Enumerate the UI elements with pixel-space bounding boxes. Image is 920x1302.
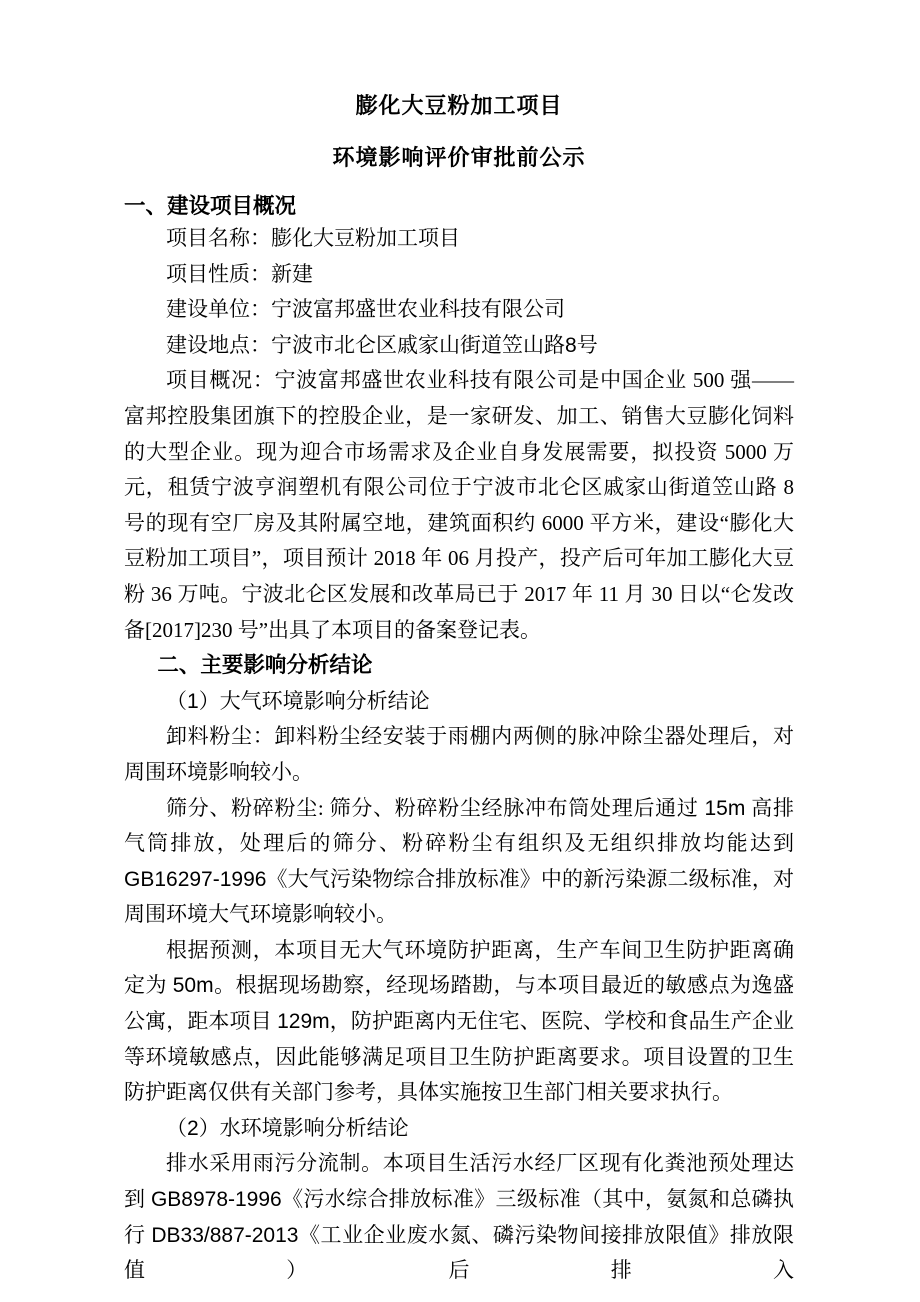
- text-run: 一、建设项目概况: [124, 194, 297, 218]
- text-run: 排水采用雨污分流制。本项目生活污水经厂区现有化粪池预处理达到: [124, 1151, 794, 1212]
- text-run: ）大气环境影响分析结论: [198, 688, 430, 713]
- text-run: 1: [187, 689, 199, 713]
- paragraph: [124, 221, 794, 257]
- paragraph: [124, 363, 794, 648]
- paragraph: [124, 791, 794, 933]
- text-run: 根据预测，本项目无大气环境防护距离，生产车间卫生防护距离确定为: [124, 937, 794, 998]
- text-run: （: [166, 688, 187, 713]
- paragraph: [124, 719, 794, 790]
- text-run: 高排气筒排放，处理后的筛分、粉碎粉尘有组织及无组织排放均能达到: [124, 795, 794, 856]
- text-run: 《大气污染物综合排放标准》中的新污染源二级标准，对周围环境大气环境影响较小。: [124, 866, 794, 927]
- text-run: 项目概况：宁波富邦盛世农业科技有限公司是中国企业 500 强——富邦控股集团旗下的控股企业，是一家研发、加工、销售大豆膨化饲料的大型企业。现为迎合市场需求及企业自身发展需要，拟投资 5000 万元，租赁宁波亨润塑机有限公司位于宁波市北仑区戚家山街道笠山路 8 号的现有空厂房及其附属空地，建筑面积约 6000 平方米，建设“膨化大豆粉加工项目”，项目预计 2018 年 06 月投产，投产后可年加工膨化大豆粉 36 万吨。宁波北仑区发展和改革局已于 2017 年 11 月 30 日以“仑发改备[2017]230 号”出具了本项目的备案登记表。: [124, 368, 794, 642]
- paragraph: [124, 328, 794, 364]
- paragraph: [124, 257, 794, 293]
- text-run: GB8978-1996: [150, 1188, 282, 1212]
- text-run: 50m: [172, 974, 214, 998]
- paragraph: [124, 1146, 794, 1288]
- text-run: 《工业企业废水氮、磷污染物间接排放限值》排放限值）后排入: [124, 1222, 795, 1283]
- text-run: 《污水综合排放标准》三级标准（其中，氨氮和总磷执行: [124, 1187, 795, 1247]
- text-run: 号: [576, 332, 598, 357]
- text-run: 8: [565, 333, 577, 357]
- document-subtitle: 环境影响评价审批前公示: [332, 145, 586, 170]
- text-run: ）水环境影响分析结论: [198, 1115, 409, 1140]
- document-body: [124, 191, 794, 1289]
- text-run: 15m: [704, 796, 746, 820]
- section-heading: [124, 191, 794, 221]
- text-run: ，防护距离内无住宅、医院、学校和食品生产企业等环境敏感点，因此能够满足项目卫生防护距离要求。项目设置的卫生防护距离仅供有关部门参考，具体实施按卫生部门相关要求执行。: [124, 1009, 794, 1105]
- paragraph: [124, 1111, 794, 1147]
- text-run: 项目性质：新建: [166, 261, 313, 286]
- paragraph: [124, 933, 794, 1111]
- text-run: （: [166, 1115, 187, 1140]
- text-run: DB33/887-2013: [151, 1223, 299, 1247]
- text-run: 筛分、粉碎粉尘: 筛分、粉碎粉尘经脉冲布筒处理后通过: [166, 795, 705, 820]
- text-run: GB16297-1996: [124, 867, 267, 891]
- text-run: 建设地点：宁波市北仑区戚家山街道笠山路: [166, 332, 565, 357]
- text-run: 卸料粉尘：卸料粉尘经安装于雨棚内两侧的脉冲除尘器处理后，对周围环境影响较小。: [124, 724, 794, 784]
- paragraph: [124, 292, 794, 328]
- text-run: 129m: [277, 1010, 330, 1034]
- text-run: 。根据现场勘察，经现场踏勘，与本项目最近的敏感点为逸盛公寓，距本项目: [124, 973, 795, 1034]
- text-run: 项目名称：膨化大豆粉加工项目: [166, 226, 460, 250]
- text-run: 2: [187, 1116, 199, 1140]
- paragraph: [124, 684, 794, 720]
- text-run: 建设单位：宁波富邦盛世农业科技有限公司: [166, 297, 565, 322]
- section-heading: [124, 648, 794, 684]
- text-run: 二、主要影响分析结论: [157, 653, 373, 678]
- document-title: 膨化大豆粉加工项目: [355, 93, 563, 118]
